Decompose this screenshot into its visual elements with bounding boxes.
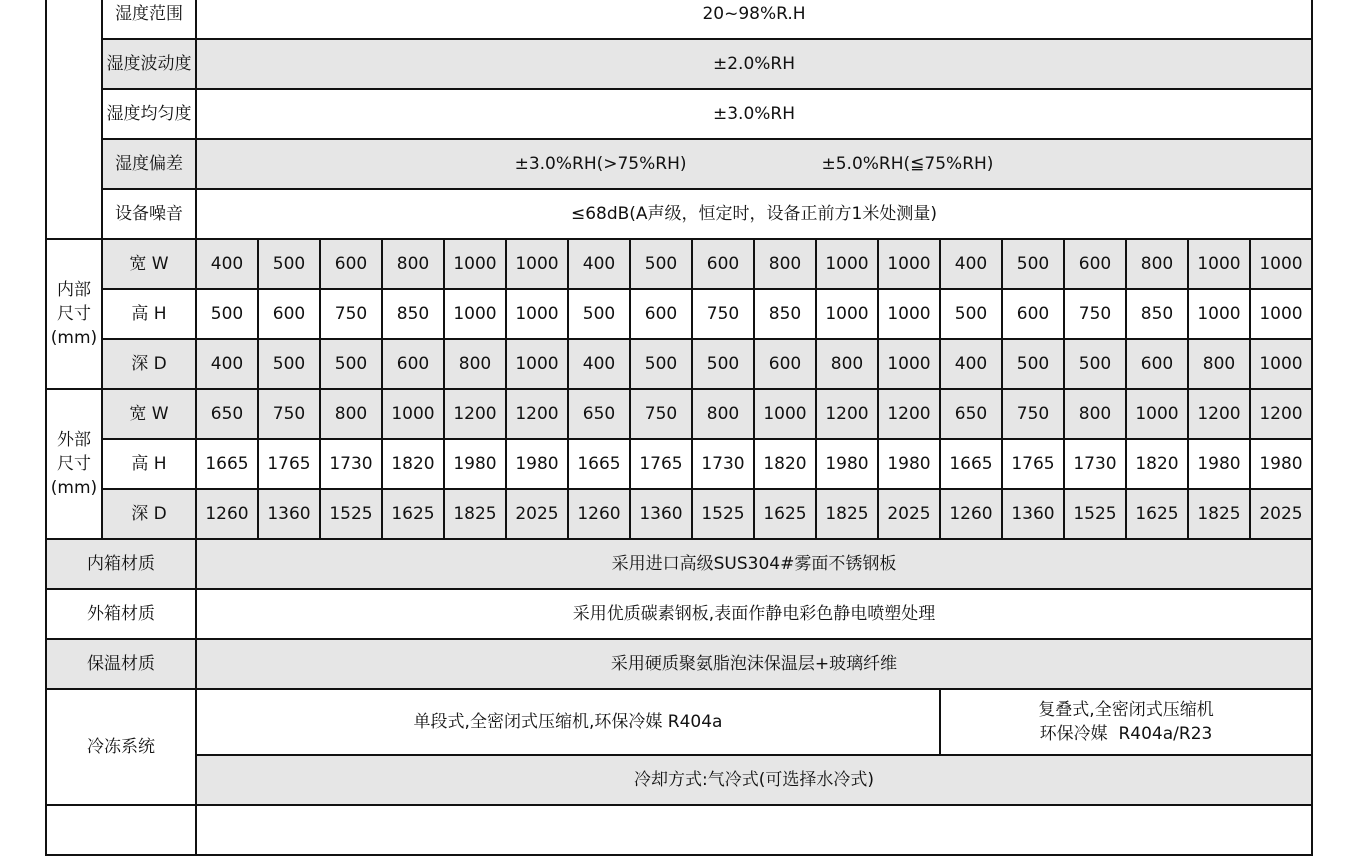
dimension-value: 1820 (1126, 439, 1188, 489)
dimension-value: 600 (1064, 239, 1126, 289)
dimension-value: 1360 (630, 489, 692, 539)
dimension-value: 750 (692, 289, 754, 339)
group-label-line: 尺寸 (57, 304, 91, 324)
dimension-value: 600 (382, 339, 444, 389)
dimension-value: 600 (754, 339, 816, 389)
dimension-value: 500 (258, 239, 320, 289)
dimension-value: 500 (1002, 339, 1064, 389)
dimension-label: 高 H (102, 289, 196, 339)
dimension-value: 750 (630, 389, 692, 439)
table-row (46, 489, 1312, 539)
dimension-value: 1000 (1188, 289, 1250, 339)
dimension-value: 800 (1188, 339, 1250, 389)
dimension-value: 650 (196, 389, 258, 439)
table-row (46, 0, 1312, 39)
dimension-value: 600 (1126, 339, 1188, 389)
dimension-value: 1665 (940, 439, 1002, 489)
dimension-value: 1625 (382, 489, 444, 539)
group-label-line: 尺寸 (57, 454, 91, 474)
table-row (46, 89, 1312, 139)
next-row-label (46, 805, 196, 855)
dimension-value: 1765 (258, 439, 320, 489)
group-cell-humidity (46, 0, 102, 239)
dimension-value: 800 (692, 389, 754, 439)
external-dimensions-label (46, 389, 102, 539)
inner_material-value: 采用进口高级SUS304#雾面不锈钢板 (196, 539, 1312, 589)
dimension-value: 1765 (630, 439, 692, 489)
dimension-value: 750 (1064, 289, 1126, 339)
dimension-value: 500 (692, 339, 754, 389)
dimension-value: 1825 (1188, 489, 1250, 539)
group-label-line: (mm) (50, 478, 98, 498)
dimension-value: 500 (630, 239, 692, 289)
dimension-value: 1825 (444, 489, 506, 539)
dimension-value: 800 (816, 339, 878, 389)
dimension-value: 1625 (1126, 489, 1188, 539)
dimension-value: 1765 (1002, 439, 1064, 489)
dimension-value: 1200 (816, 389, 878, 439)
dimension-value: 1000 (816, 239, 878, 289)
dimension-value: 1000 (382, 389, 444, 439)
group-label-line: 内部 (57, 280, 91, 300)
dimension-value: 1360 (1002, 489, 1064, 539)
dimension-value: 600 (1002, 289, 1064, 339)
dimension-label: 高 H (102, 439, 196, 489)
dimension-value: 1260 (196, 489, 258, 539)
table-row (46, 439, 1312, 489)
dimension-value: 1820 (382, 439, 444, 489)
dimension-value: 800 (754, 239, 816, 289)
refrigeration-label: 冷冻系统 (46, 689, 196, 805)
dimension-value: 1980 (1188, 439, 1250, 489)
dimension-value: 1820 (754, 439, 816, 489)
table-row (46, 805, 1312, 855)
dimension-value: 1665 (196, 439, 258, 489)
spec-table (45, 0, 1313, 856)
insulation-value: 采用硬质聚氨脂泡沫保温层+玻璃纤维 (196, 639, 1312, 689)
dimension-value: 600 (258, 289, 320, 339)
dimension-value: 800 (444, 339, 506, 389)
dimension-value: 800 (1126, 239, 1188, 289)
row-label: 设备噪音 (102, 189, 196, 239)
dimension-value: 1200 (878, 389, 940, 439)
table-row (46, 639, 1312, 689)
dimension-label: 深 D (102, 489, 196, 539)
dimension-value: 1000 (506, 339, 568, 389)
inner_material-label: 内箱材质 (46, 539, 196, 589)
table-row (46, 539, 1312, 589)
dimension-value: 500 (630, 339, 692, 389)
dimension-value: 1000 (444, 289, 506, 339)
group-label-line: (mm) (50, 328, 98, 348)
dimension-value: 400 (196, 339, 258, 389)
dimension-value: 400 (940, 339, 1002, 389)
dimension-value: 1000 (1188, 239, 1250, 289)
dimension-value: 600 (692, 239, 754, 289)
cascade-line-1: 复叠式,全密闭式压缩机 (1038, 700, 1214, 720)
humidity-deviation-values (196, 139, 1312, 189)
internal-dimensions-label (46, 239, 102, 389)
dimension-value: 1260 (568, 489, 630, 539)
dimension-value: 1525 (692, 489, 754, 539)
outer_material-value: 采用优质碳素钢板,表面作静电彩色静电喷塑处理 (196, 589, 1312, 639)
group-label-line: 外部 (57, 430, 91, 450)
dimension-value: 400 (196, 239, 258, 289)
dimension-value: 1200 (444, 389, 506, 439)
dimension-value: 1825 (816, 489, 878, 539)
table-row (46, 239, 1312, 289)
row-label: 湿度范围 (102, 0, 196, 39)
dimension-value: 1525 (1064, 489, 1126, 539)
single-stage-system: 单段式,全密闭式压缩机,环保冷媒 R404a (196, 689, 940, 755)
row-value: ±3.0%RH (196, 89, 1312, 139)
dimension-value: 1625 (754, 489, 816, 539)
dimension-value: 2025 (506, 489, 568, 539)
dimension-value: 500 (940, 289, 1002, 339)
dimension-value: 1000 (506, 289, 568, 339)
noise-value: ≤68dB(A声级，恒定时，设备正前方1米处测量) (196, 189, 1312, 239)
dimension-value: 1260 (940, 489, 1002, 539)
dimension-value: 1000 (816, 289, 878, 339)
dimension-value: 1000 (1126, 389, 1188, 439)
dimension-value: 1980 (444, 439, 506, 489)
row-label: 湿度均匀度 (102, 89, 196, 139)
row-value: 20~98%R.H (196, 0, 1312, 39)
dimension-value: 400 (940, 239, 1002, 289)
dimension-value: 1730 (320, 439, 382, 489)
dimension-value: 1525 (320, 489, 382, 539)
next-row-value (196, 805, 1312, 855)
dimension-value: 1360 (258, 489, 320, 539)
dimension-value: 400 (568, 239, 630, 289)
dimension-value: 500 (196, 289, 258, 339)
dimension-value: 1000 (1250, 239, 1312, 289)
table-row (46, 589, 1312, 639)
dimension-value: 1730 (692, 439, 754, 489)
table-row (46, 39, 1312, 89)
cascade-line-2: 环保冷媒 R404a/R23 (1039, 724, 1213, 744)
dimension-value: 600 (630, 289, 692, 339)
deviation-high: ±3.0%RH(>75%RH) (514, 154, 687, 174)
dimension-value: 1200 (506, 389, 568, 439)
dimension-label: 宽 W (102, 389, 196, 439)
row-label: 湿度偏差 (102, 139, 196, 189)
table-row (46, 339, 1312, 389)
dimension-value: 1980 (878, 439, 940, 489)
cascade-system (940, 689, 1312, 755)
dimension-value: 2025 (878, 489, 940, 539)
dimension-value: 800 (382, 239, 444, 289)
dimension-value: 650 (940, 389, 1002, 439)
dimension-value: 750 (320, 289, 382, 339)
dimension-label: 宽 W (102, 239, 196, 289)
table-row (46, 389, 1312, 439)
dimension-value: 1000 (1250, 289, 1312, 339)
dimension-value: 1665 (568, 439, 630, 489)
insulation-label: 保温材质 (46, 639, 196, 689)
dimension-value: 650 (568, 389, 630, 439)
dimension-value: 1000 (444, 239, 506, 289)
table-row (46, 189, 1312, 239)
dimension-value: 1200 (1250, 389, 1312, 439)
dimension-value: 1980 (816, 439, 878, 489)
dimension-value: 750 (1002, 389, 1064, 439)
table-row (46, 689, 1312, 755)
dimension-value: 1980 (1250, 439, 1312, 489)
dimension-value: 850 (382, 289, 444, 339)
dimension-value: 500 (568, 289, 630, 339)
dimension-value: 1730 (1064, 439, 1126, 489)
row-label: 湿度波动度 (102, 39, 196, 89)
deviation-low: ±5.0%RH(≦75%RH) (821, 154, 994, 174)
dimension-value: 800 (320, 389, 382, 439)
table-row (46, 139, 1312, 189)
table-row (46, 289, 1312, 339)
dimension-value: 500 (1064, 339, 1126, 389)
dimension-value: 600 (320, 239, 382, 289)
dimension-value: 1000 (878, 239, 940, 289)
dimension-value: 800 (1064, 389, 1126, 439)
dimension-value: 1200 (1188, 389, 1250, 439)
outer_material-label: 外箱材质 (46, 589, 196, 639)
dimension-value: 750 (258, 389, 320, 439)
dimension-value: 1000 (506, 239, 568, 289)
dimension-label: 深 D (102, 339, 196, 389)
dimension-value: 1000 (878, 289, 940, 339)
dimension-value: 1000 (754, 389, 816, 439)
dimension-value: 400 (568, 339, 630, 389)
dimension-value: 2025 (1250, 489, 1312, 539)
row-value: ±2.0%RH (196, 39, 1312, 89)
dimension-value: 1000 (878, 339, 940, 389)
dimension-value: 850 (1126, 289, 1188, 339)
dimension-value: 850 (754, 289, 816, 339)
dimension-value: 1980 (506, 439, 568, 489)
dimension-value: 500 (320, 339, 382, 389)
dimension-value: 500 (258, 339, 320, 389)
dimension-value: 500 (1002, 239, 1064, 289)
table-row (46, 755, 1312, 805)
dimension-value: 1000 (1250, 339, 1312, 389)
cooling-method: 冷却方式:气冷式(可选择水冷式) (196, 755, 1312, 805)
